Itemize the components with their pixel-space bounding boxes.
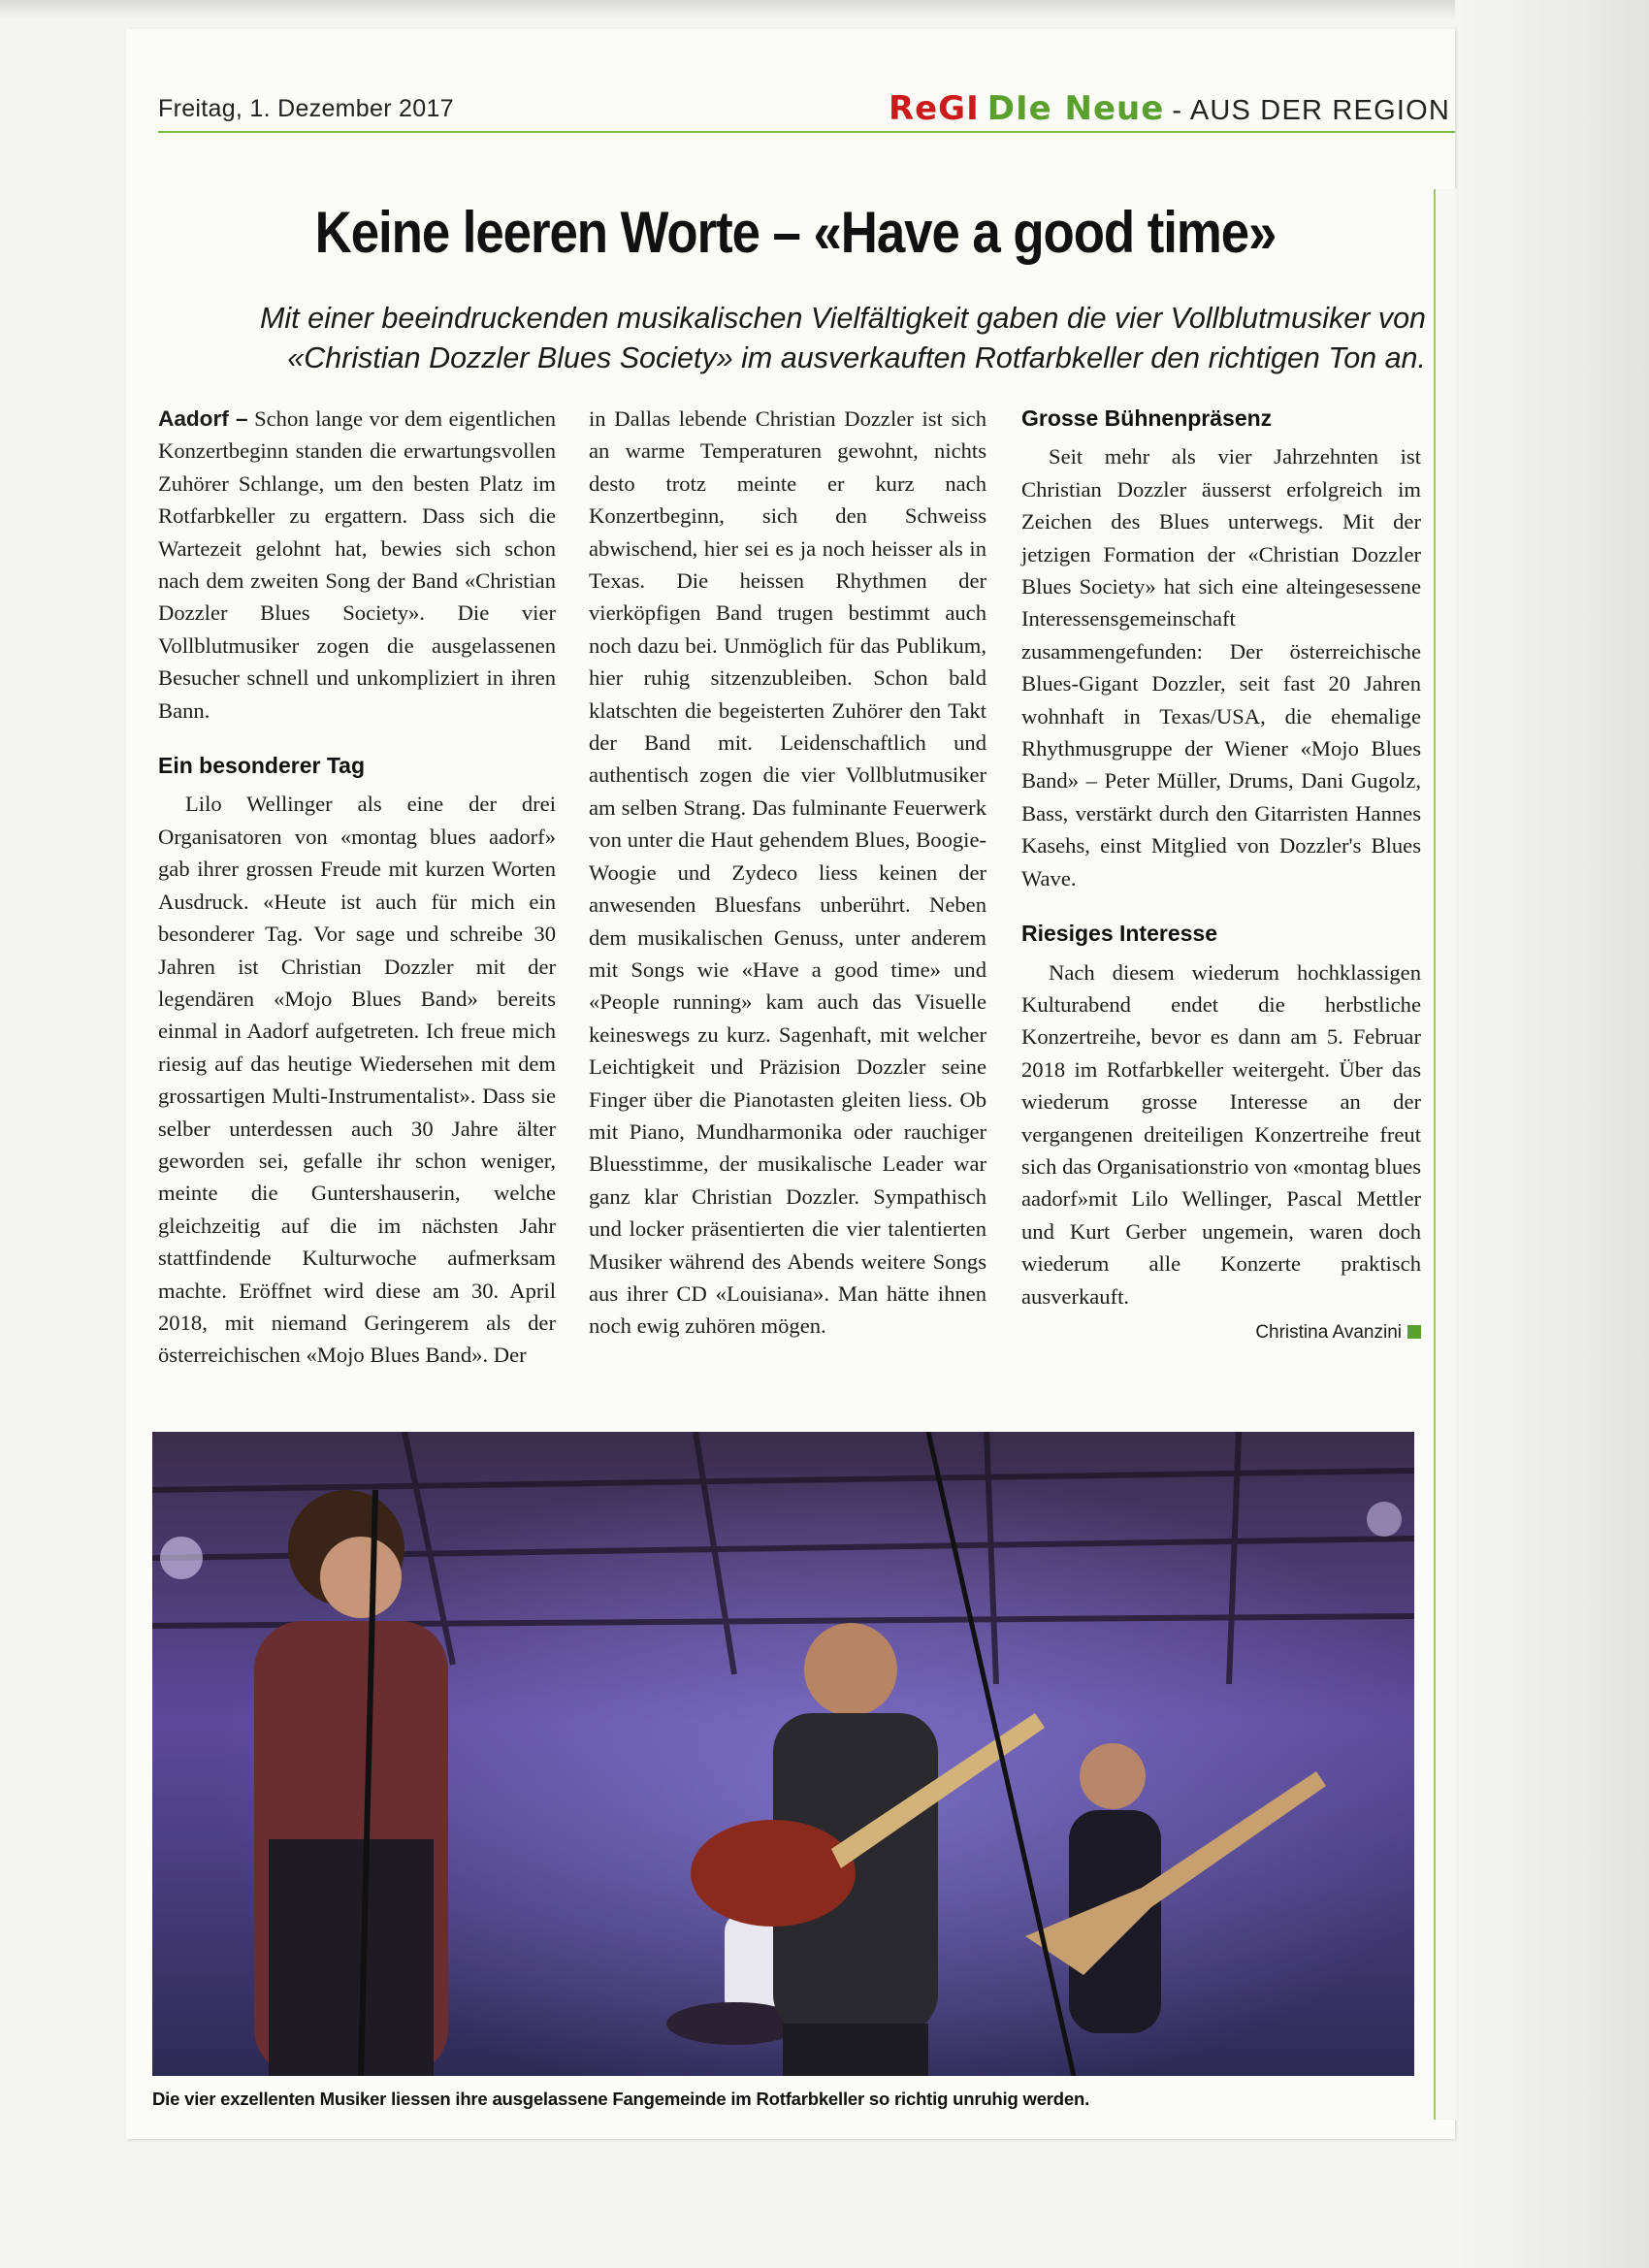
masthead [889,89,1450,128]
header-divider [158,131,1455,133]
issue-date: Freitag, 1. Dezember 2017 [158,95,454,122]
author-name: Christina Avanzini [1255,1321,1402,1343]
concert-photo [152,1432,1414,2076]
article-paragraph [158,403,556,727]
article-paragraph: Seit mehr als vier Jahrzehnten ist Christian Dozzler äusserst erfolgreich im Zeichen des Blues unterwegs. Mit der jetzigen Formation der «Christian Dozzler Blues Society» hat sich eine alteingesessene Interessensgemeinschaft zusammengefunden: Der österreichische Blues-Gigant Dozzler, seit fast 20 Jahren wohnhaft in Texas/USA, die ehemalige Rhythmusgruppe der Wiener «Mojo Blues Band» – Peter Müller, Drums, Dani Gugolz, Bass, verstärkt durch den Gitarristen Hannes Kasehs, einst Mitglied von Dozzler's Blues Wave. [1021,444,1421,891]
brand-logo-neue: DIe Neue [986,89,1165,128]
brand-logo-regi: ReGI [888,89,980,128]
article-headline: Keine leeren Worte – «Have a good time» [314,200,1277,265]
scan-background [1455,0,1649,2268]
article-column-2 [589,403,986,1343]
article-paragraph: in Dallas lebende Christian Dozzler ist sich an warme Temperaturen gewohnt, nichts desto trotz meinte er kurz nach Konzertbeginn, sich den Schweiss abwischend, hier sei es ja noch heisser als in Texas. Die heissen Rhythmen der vierköpfigen Band trugen bestimmt auch noch dazu bei. Unmöglich für das Publikum, hier ruhig sitzenzubleiben. Schon bald klatschten die begeisterten Zuhörer den Takt der Band mit. Leidenschaftlich und authentisch zogen die vier Vollblutmusiker am selben Strang. Das fulminante Feuerwerk von unter die Haut gehendem Blues, Boogie-Woogie und Zydeco liess keinen der anwesenden Bluesfans unberührt. Neben dem musikalischen Genuss, unter anderem mit Songs wie «Have a good time» und «People running» kam auch das Visuelle keineswegs zu kurz. Sagenhaft, mit welcher Leichtigkeit und Präzision Dozzler seine Finger über die Pianotasten gleiten liess. Ob mit Piano, Mundharmonika oder rauchiger Bluesstimme, der musikalische Leader war ganz klar Christian Dozzler. Sympathisch und locker präsentierten die vier talentierten Musiker während des Abends weitere Songs aus ihrer CD «Louisiana». Man hätte ihnen noch ewig zuhören mögen. [589,406,986,1339]
adjacent-column-edge [1434,189,1457,2120]
article-column-3 [1021,403,1421,1348]
scan-edge [0,0,1649,19]
paragraph-text: Schon lange vor dem eigentlichen Konzertbeginn standen die erwartungsvollen Zuhörer Schlange, um den besten Platz im Rotfarbkeller zu ergattern. Dass sich die Wartezeit gelohnt hat, bewies sich schon nach dem zweiten Song der Band «Christian Dozzler Blues Society». Die vier Vollblutmusiker zogen die ausgelassenen Besucher schnell und unkompliziert in ihren Bann. [158,406,556,723]
author-byline [1021,1316,1421,1348]
article-paragraph: Nach diesem wiederum hochklassigen Kulturabend endet die herbstliche Konzertreihe, bevor es dann am 5. Februar 2018 im Rotfarbkeller weitergeht. Über das wiederum grosse Interesse an der vergangenen dreiteiligen Konzertreihe freut sich das Organisationstrio von «montag blues aadorf»mit Lilo Wellinger, Pascal Mettler und Kurt Gerber ungemein, waren doch wiederum alle Konzerte praktisch ausverkauft. [1021,959,1421,1309]
article-column-1 [158,403,556,1372]
dateline: Aadorf – [158,406,248,431]
subheading: Grosse Bühnenpräsenz [1021,405,1273,431]
section-name: - AUS DER REGION [1172,95,1450,126]
end-mark-icon [1407,1325,1421,1339]
subheading: Riesiges Interesse [1021,921,1218,947]
subheading: Ein besonderer Tag [158,753,366,779]
article-lead: Mit einer beeindruckenden musikalischen Vielfältigkeit gaben die vier Vollblutmusiker von «Christian Dozzler Blues Society» im ausverkauften Rotfarbkeller den richtigen Ton an. [259,302,1426,374]
photo-caption: Die vier exzellenten Musiker liessen ihre ausgelassene Fangemeinde im Rotfarbkeller so richtig unruhig werden. [152,2089,1090,2109]
article-paragraph: Lilo Wellinger als eine der drei Organisatoren von «montag blues aadorf» gab ihrer grossen Freude mit kurzen Worten Ausdruck. «Heute ist auch für mich ein besonderer Tag. Vor sage und schreibe 30 Jahren ist Christian Dozzler mit der legendären «Mojo Blues Band» bereits einmal in Aadorf aufgetreten. Ich freue mich riesig auf das heutige Wiedersehen mit dem grossartigen Multi-Instrumentalist». Dass sie selber unterdessen auch 30 Jahre älter geworden sei, gefalle ihr schon weniger, meinte die Guntershauserin, welche gleichzeitig auf die im nächsten Jahr stattfindende Kulturwoche aufmerksam machte. Eröffnet wird diese am 30. April 2018, mit niemand Geringerem als der österreichischen «Mojo Blues Band». Der [158,792,556,1368]
